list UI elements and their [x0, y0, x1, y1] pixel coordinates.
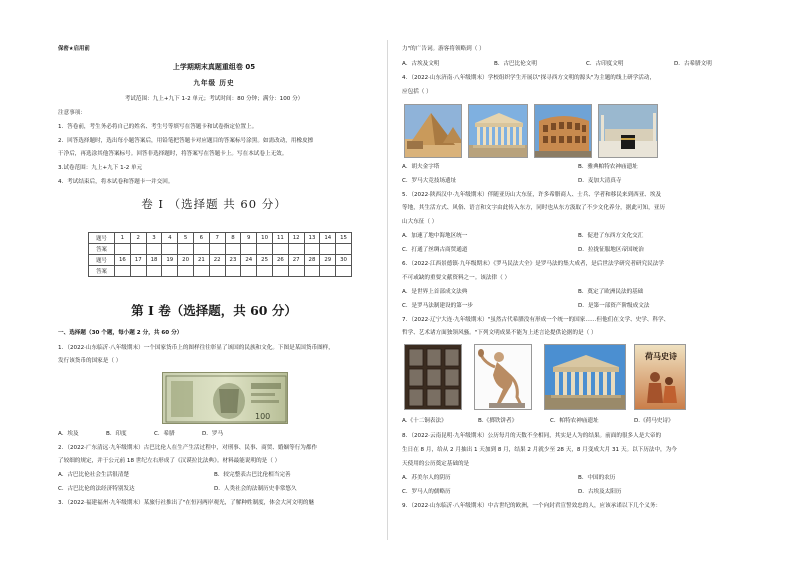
question-number: 17	[130, 255, 146, 266]
answer-cell[interactable]	[162, 244, 178, 255]
table-row	[89, 255, 352, 266]
exam-subject: 九年级 历史	[193, 79, 235, 87]
answer-cell[interactable]	[115, 244, 131, 255]
q3-line-1: 3．（2022·福建福州·九年级期末）某旅行社推出了"在恒河两岸观光，了解种姓制度，体会大河文明的魅	[58, 500, 315, 506]
note-2: 2．回答选择题时，选出每小题答案后，用铅笔把答题卡对应题目的答案标号涂黑。如需改动，用橡皮擦	[58, 138, 314, 144]
q8-option-c: C．罗马人的儒略历	[402, 489, 451, 495]
q8-option-d: D．古埃及太阳历	[578, 489, 622, 495]
question-number: 29	[320, 255, 336, 266]
q8-line-3: 天使用的公历奠定基础的是	[402, 461, 470, 467]
answer-cell[interactable]	[320, 244, 336, 255]
question-number: 28	[304, 255, 320, 266]
q5-line-1: 5．（2022·陕西汉中·九年级期末）伴随亚历山大东征，许多希腊商人、士兵、学者和移民来到西亚、埃及	[402, 192, 662, 198]
q8-option-a: A．苏美尔人的阴历	[402, 475, 451, 481]
q2-option-d: D．人类社会的法制历史非常悠久	[214, 486, 297, 492]
question-number: 21	[193, 255, 209, 266]
answer-cell[interactable]	[146, 244, 162, 255]
q5-line-3: 山大东征（ ）	[402, 219, 438, 225]
column-divider	[387, 40, 388, 540]
answer-cell[interactable]	[130, 244, 146, 255]
answer-cell[interactable]	[162, 266, 178, 277]
answer-cell[interactable]	[178, 244, 194, 255]
q3-option-a: A．古埃及文明	[402, 61, 440, 67]
q2-option-c: C．古巴比伦的法经济特别发达	[58, 486, 135, 492]
answer-cell[interactable]	[209, 244, 225, 255]
q3-line-2: 力"的广告词。游客将领略到（ ）	[402, 46, 485, 52]
q7-caption-b: B.《掷铁饼者》	[478, 418, 518, 424]
note-4: 3.试卷范围：九上+九下 1-2 单元	[58, 165, 143, 171]
q2-line-2: 了较细的规定，并于公元前 18 世纪左右形成了《汉谟拉比法典》。材料最能说明的是（ ）	[58, 458, 281, 464]
table-row	[89, 266, 352, 277]
table-header-cell: 题号	[89, 255, 115, 266]
q1-option-c: C．希腊	[154, 431, 175, 437]
answer-cell[interactable]	[304, 266, 320, 277]
homer-figure-icon	[641, 367, 681, 407]
q7-caption-d: D.《荷马史诗》	[634, 418, 674, 424]
pyramid-illustration	[405, 105, 462, 158]
colosseum-illustration	[535, 105, 592, 158]
question-number: 4	[162, 233, 178, 244]
answer-cell[interactable]	[257, 244, 273, 255]
q6-line-2: 不可或缺的重要文献资料之一。该法律（ ）	[402, 275, 511, 281]
volume-one-heading: 卷 I （选择题 共 60 分）	[141, 197, 287, 211]
question-number: 27	[288, 255, 304, 266]
q1-option-d: D．罗马	[202, 431, 224, 437]
question-number: 16	[115, 255, 131, 266]
q4-option-d: D．麦加大清真寺	[578, 178, 622, 184]
mecca-illustration	[599, 105, 658, 158]
q7-caption-c: C．帕特农神庙遗址	[550, 418, 599, 424]
answer-cell[interactable]	[320, 266, 336, 277]
question-number: 3	[146, 233, 162, 244]
table-header-cell: 答案	[89, 244, 115, 255]
q3-option-c: C．古印度文明	[586, 61, 624, 67]
answer-table	[88, 232, 352, 277]
q6-option-b: B．奠定了欧洲民法的基础	[578, 289, 644, 295]
q2-option-a: A．古巴比伦社会生活很清楚	[58, 472, 129, 478]
question-number: 5	[178, 233, 194, 244]
answer-cell[interactable]	[336, 266, 352, 277]
question-number: 19	[162, 255, 178, 266]
question-number: 11	[272, 233, 288, 244]
question-number: 26	[272, 255, 288, 266]
answer-cell[interactable]	[225, 266, 241, 277]
question-number: 24	[241, 255, 257, 266]
table-row	[89, 233, 352, 244]
pyramid-image	[404, 104, 462, 158]
q1-option-a: A．埃及	[58, 431, 79, 437]
table-row	[89, 244, 352, 255]
parthenon-illustration	[469, 105, 528, 158]
q5-line-2: 等地，其生活方式、风俗、语言和文字由此传入东方，同时也从东方汲取了不少文化养分，据此可知，亚历	[402, 205, 665, 211]
banknote-illustration	[163, 373, 288, 424]
question-number: 12	[288, 233, 304, 244]
q4-line-2: 应包括（ ）	[402, 89, 432, 95]
question-number: 7	[209, 233, 225, 244]
twelve-tables-image	[404, 344, 462, 410]
temple-ruins-image	[544, 344, 626, 410]
table-header-cell: 答案	[89, 266, 115, 277]
question-number: 8	[225, 233, 241, 244]
answer-cell[interactable]	[193, 266, 209, 277]
answer-cell[interactable]	[193, 244, 209, 255]
question-number: 1	[115, 233, 131, 244]
colosseum-image	[534, 104, 592, 158]
secret-label: 保密★启用前	[58, 46, 90, 52]
question-number: 23	[225, 255, 241, 266]
q3-option-b: B．古巴比伦文明	[494, 61, 537, 67]
question-number: 15	[336, 233, 352, 244]
q6-option-a: A．是世界上首部成文法典	[402, 289, 468, 295]
answer-cell[interactable]	[288, 266, 304, 277]
q6-option-c: C．是罗马法制建设的第一步	[402, 303, 474, 309]
q6-option-d: D．是第一部资产阶级成文法	[578, 303, 650, 309]
part-title: 一、选择题（30 个题，每小题 2 分，共 60 分）	[58, 330, 183, 336]
q8-line-1: 8．（2022·云南昆明·九年级期末）公历每月的天数不全相同，其实是人为的结果。前面的很多人是大帝的	[402, 433, 662, 439]
answer-cell[interactable]	[257, 266, 273, 277]
answer-cell[interactable]	[146, 266, 162, 277]
answer-cell[interactable]	[304, 244, 320, 255]
question-number: 20	[178, 255, 194, 266]
q6-line-1: 6．（2022·江西景德镇·九年级期末）《罗马民法大全》是罗马法的集大成者，是后世法学研究者研究民法学	[402, 261, 664, 267]
notes-label: 注意事项：	[58, 110, 86, 116]
exam-title: 上学期期末真题重组卷 05	[172, 63, 256, 71]
q2-option-b: B．较完整表古巴比伦相当完善	[214, 472, 291, 478]
question-number: 30	[336, 255, 352, 266]
answer-cell[interactable]	[272, 244, 288, 255]
answer-cell[interactable]	[178, 266, 194, 277]
q1-line-2: 发行该货币的国家是（ ）	[58, 358, 122, 364]
q5-option-c: C．打通了丝绸古商贸通道	[402, 247, 468, 253]
answer-cell[interactable]	[225, 244, 241, 255]
q7-caption-a: A.《十二铜表法》	[402, 418, 447, 424]
q7-line-2: 哲学、艺术诸方面独领风骚。"下列文明成果不能为上述言论提供论据的是（ ）	[402, 330, 597, 336]
q3-option-d: D．古希腊文明	[674, 61, 712, 67]
q4-option-a: A．胡夫金字塔	[402, 164, 440, 170]
q1-option-b: B．印度	[106, 431, 127, 437]
q5-option-a: A．加速了地中海地区统一	[402, 233, 468, 239]
answer-cell[interactable]	[115, 266, 131, 277]
answer-cell[interactable]	[209, 266, 225, 277]
temple-ruins-illustration	[545, 345, 626, 410]
question-number: 22	[209, 255, 225, 266]
q7-line-1: 7．（2022·辽宁大连·九年级期末）"虽然古代希腊没有形成一个统一的国家……但他们在文学、史学、科学、	[402, 317, 670, 323]
q9-line-1: 9．（2022·山东临沂·八年级期末）中古世纪的欧洲，一个向封君宣誓效忠的人，应该承诺以下几个义务：	[402, 503, 662, 509]
parthenon-image	[468, 104, 528, 158]
exam-info: 考试范围：九上+九下 1-2 单元；考试时间：80 分钟；满分：100 分）	[124, 96, 304, 102]
q8-line-2: 生日在 8 月，给从 2 月抽出 1 天加到 8 月，结果 2 月就少至 28 天，8 月变成大月 31 天。以下历法中，为今	[402, 447, 677, 453]
answer-cell[interactable]	[130, 266, 146, 277]
note-5: 4．考试结束后，将本试卷和答题卡一并交回。	[58, 179, 174, 185]
homer-epic-book-image	[634, 344, 686, 410]
question-number: 14	[320, 233, 336, 244]
question-number: 10	[257, 233, 273, 244]
banknote-image	[162, 372, 288, 424]
q1-line-1: 1．（2022·山东临沂·八年级期末）一个国家货币上的图样往往彰显了该国的民族和文化。下图是某国货币图样，	[58, 345, 334, 351]
q5-option-b: B．促进了东西方文化交汇	[578, 233, 644, 239]
question-number: 18	[146, 255, 162, 266]
table-header-cell: 题号	[89, 233, 115, 244]
book-title: 荷马史诗	[645, 351, 677, 361]
discobolus-image	[474, 344, 532, 410]
question-number: 2	[130, 233, 146, 244]
note-1: 1．答卷前，考生务必将自己的姓名、考生号等填写在答题卡和试卷指定位置上。	[58, 124, 258, 130]
q4-option-b: B．雅典帕特农神庙遗址	[578, 164, 638, 170]
question-number: 9	[241, 233, 257, 244]
volume-title: 第 I 卷（选择题，共 60 分）	[131, 303, 297, 318]
q8-option-b: B．中国的农历	[578, 475, 616, 481]
answer-cell[interactable]	[241, 244, 257, 255]
q4-line-1: 4．（2022·山东济南·八年级期末）学校组织学生开展以"探寻西方文明的源头"为主题的线上研学活动，	[402, 75, 656, 81]
question-number: 6	[193, 233, 209, 244]
answer-cell[interactable]	[241, 266, 257, 277]
q2-line-1: 2．（2022·广东清远·九年级期末）古巴比伦人在生产生活过程中，对刑事、民事、商贸、婚姻等行为都作	[58, 445, 318, 451]
q4-option-c: C．罗马大竞技场遗址	[402, 178, 457, 184]
banknote-number: 100	[255, 412, 271, 421]
note-3: 干净后，再选涂其他答案标号。回答非选择题时，将答案写在答题卡上。写在本试卷上无效。	[58, 151, 288, 157]
answer-cell[interactable]	[288, 244, 304, 255]
q5-option-d: D．拉拢征服地区帝国统治	[578, 247, 644, 253]
bronze-tablets-illustration	[405, 345, 462, 410]
answer-cell[interactable]	[272, 266, 288, 277]
question-number: 13	[304, 233, 320, 244]
discus-thrower-illustration	[475, 345, 532, 410]
answer-cell[interactable]	[336, 244, 352, 255]
mecca-mosque-image	[598, 104, 658, 158]
question-number: 25	[257, 255, 273, 266]
